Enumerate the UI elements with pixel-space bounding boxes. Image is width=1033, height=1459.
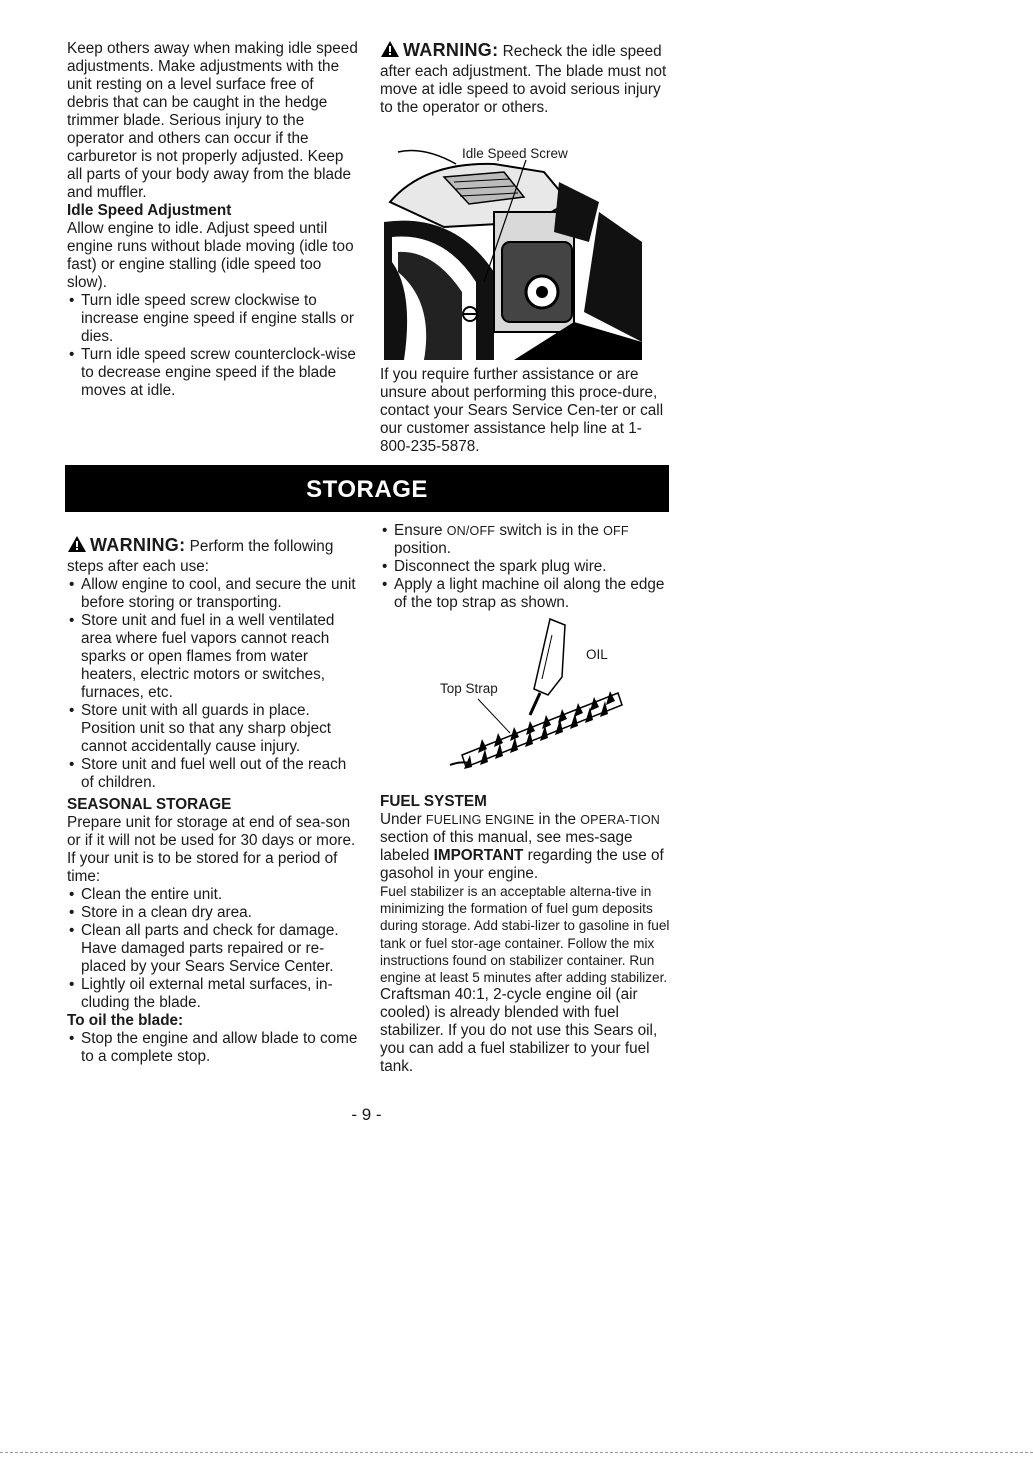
warning-text: Recheck the idle speed after each adjustment. The blade must not move at idle speed to avoid serious injury to the operator or others. (380, 43, 667, 116)
list-item: • Store unit with all guards in place. Position unit so that any sharp object cannot accidentally cause injury. (67, 702, 359, 756)
warning-triangle-icon (67, 535, 87, 558)
page-number: - 9 - (351, 1105, 382, 1124)
oil-can-illustration (430, 615, 660, 785)
top-strap-label: Top Strap (440, 681, 498, 696)
list-item: • Turn idle speed screw counterclock-wise to decrease engine speed if the blade moves at idle. (67, 346, 359, 400)
list-item: • Store in a clean dry area. (67, 904, 359, 922)
storage-left-column (67, 535, 359, 1066)
section-title-storage: STORAGE (65, 465, 669, 512)
fuel-paragraph-1: Under FUELING ENGINE in the OPERA-TION section of this manual, see mes-sage labeled IMPORTANT regarding the use of gasohol in your engine. (380, 811, 664, 882)
list-item: • Disconnect the spark plug wire. (380, 558, 672, 576)
list-item: • Stop the engine and allow blade to come to a complete stop. (67, 1030, 359, 1066)
seasonal-bullets (67, 886, 359, 1012)
seasonal-storage-heading: SEASONAL STORAGE (67, 796, 232, 813)
help-paragraph: If you require further assistance or are unsure about performing this proce-dure, contact your Sears Service Cen-ter or call our customer assistance help line at 1-800-235-5878. (380, 366, 664, 455)
list-item: • Allow engine to cool, and secure the unit before storing or transporting. (67, 576, 359, 612)
oil-label: OIL (586, 647, 608, 662)
warning-triangle-icon (380, 40, 400, 63)
fuel-system-block (380, 793, 672, 1076)
oil-blade-bullets (67, 1030, 359, 1066)
list-item: • Lightly oil external metal surfaces, in-cluding the blade. (67, 976, 359, 1012)
storage-right-column (380, 522, 672, 612)
idle-warning (380, 40, 670, 117)
oil-blade-heading: To oil the blade: (67, 1012, 184, 1029)
intro-paragraph: Keep others away when making idle speed adjustments. Make adjustments with the unit resting on a level surface free of debris that can be caught in the hedge trimmer blade. Serious injury to the operator and others can occur if the carburetor is not properly adjusted. Keep all parts of your body away from the blade and muffler. (67, 40, 358, 201)
list-item: • Apply a light machine oil along the edge of the top strap as shown. (380, 576, 672, 612)
oil-strap-figure (430, 615, 660, 785)
seasonal-paragraph-1: Prepare unit for storage at end of sea-son or if it will not be used for 30 days or more. (67, 814, 356, 849)
list-item: • Ensure ON/OFF switch is in the OFF position. (380, 522, 672, 558)
top-left-column (67, 40, 359, 400)
idle-speed-bullets (67, 292, 359, 400)
list-item: • Clean the entire unit. (67, 886, 359, 904)
after-use-bullets (67, 576, 359, 792)
warning-label: WARNING: (90, 535, 186, 555)
storage-warning (67, 535, 359, 576)
list-item: • Store unit and fuel in a well ventilated area where fuel vapors cannot reach sparks or open flames from water heaters, electric motors or switches, furnaces, etc. (67, 612, 359, 702)
help-paragraph-block (380, 366, 672, 456)
seasonal-paragraph-2: If your unit is to be stored for a period of time: (67, 850, 338, 885)
list-item: • Clean all parts and check for damage. Have damaged parts repaired or re-placed by your Sears Service Center. (67, 922, 359, 976)
oil-steps-bullets (380, 522, 672, 612)
fuel-system-heading: FUEL SYSTEM (380, 793, 487, 810)
idle-speed-figure (384, 142, 642, 360)
warning-text: Perform the following steps after each use: (67, 538, 334, 575)
fuel-paragraph-3: Craftsman 40:1, 2-cycle engine oil (air cooled) is already blended with fuel stabilizer. If you do not use this Sears oil, you can add a fuel stabilizer to your fuel tank. (380, 986, 658, 1076)
fuel-paragraph-2: Fuel stabilizer is an acceptable alterna-tive in minimizing the formation of fuel gum deposits during storage. Add stabi-lizer to gasoline in fuel tank or fuel stor-age container. Follow the mix instructions found on stabilizer container. Run engine at least 5 minutes after adding stabilizer. (380, 884, 670, 986)
warning-label: WARNING: (403, 40, 499, 60)
idle-speed-body: Allow engine to idle. Adjust speed until engine runs without blade moving (idle too fast) or engine stalling (idle speed too slow). (67, 220, 354, 291)
idle-speed-screw-label: Idle Speed Screw (462, 146, 568, 161)
list-item: • Turn idle speed screw clockwise to increase engine speed if engine stalls or dies. (67, 292, 359, 346)
carburetor-illustration (384, 142, 642, 360)
bottom-divider (0, 1452, 1033, 1453)
idle-speed-heading: Idle Speed Adjustment (67, 202, 232, 219)
top-right-column (380, 40, 670, 117)
list-item: • Store unit and fuel well out of the reach of children. (67, 756, 359, 792)
